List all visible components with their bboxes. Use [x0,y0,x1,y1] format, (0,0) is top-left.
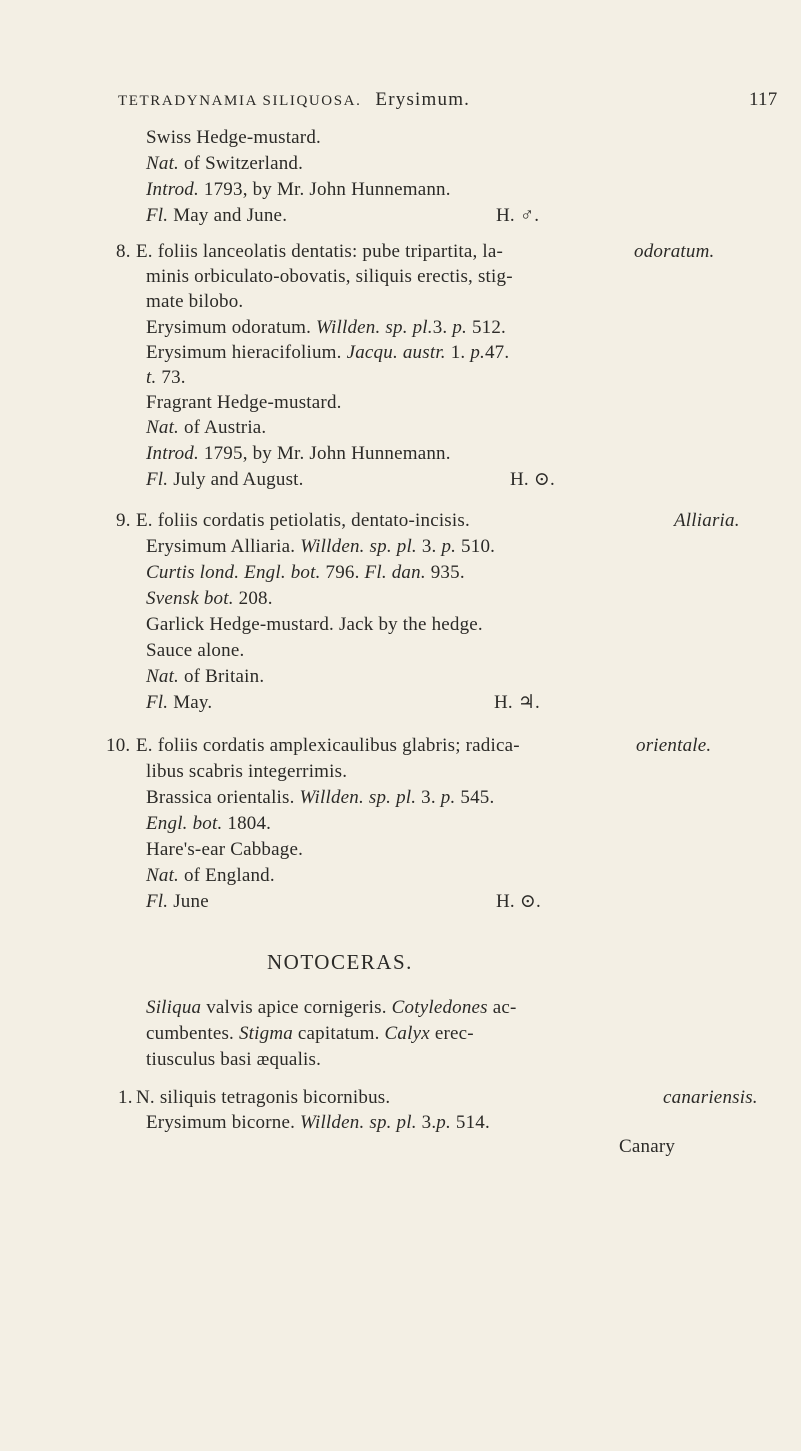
running-title: TETRADYNAMIA SILIQUOSA. [118,93,362,109]
introduced-line: Introd. 1793, by Mr. John Hunnemann. [146,179,451,200]
citation-line: Svensk bot. 208. [146,588,273,609]
native-line: Nat. of Britain. [146,666,265,687]
common-name: Garlick Hedge-mustard. Jack by the hedge. [146,614,483,635]
common-name: Fragrant Hedge-mustard. [146,392,342,413]
native-line: Nat. of Austria. [146,417,267,438]
genus-description-line: Siliqua valvis apice cornigeris. Cotyledones ac- [146,997,517,1018]
entry-number: 9. [116,510,131,531]
page-number: 117 [749,89,778,110]
species-epithet: odoratum. [634,241,715,262]
diagnosis-line: libus scabris integerrimis. [146,761,348,782]
species-epithet: canariensis. [663,1087,758,1108]
diagnosis-line: mate bilobo. [146,291,244,312]
citation-line: Erysimum odoratum. Willden. sp. pl.3. p. 512. [146,317,506,338]
flowering-line: Fl. May and June. [146,205,288,226]
species-epithet: Alliaria. [674,510,740,531]
entry-number: 8. [116,241,131,262]
citation-line: Curtis lond. Engl. bot. 796. Fl. dan. 935. [146,562,465,583]
citation-line: Erysimum bicorne. Willden. sp. pl. 3.p. 514. [146,1112,490,1133]
running-header [118,89,470,112]
native-line: Nat. of England. [146,865,275,886]
diagnosis-line: E. foliis cordatis amplexicaulibus glabris; radica- [136,735,520,756]
flowering-line: Fl. July and August. [146,469,304,490]
entry-number: 10. [106,735,131,756]
genus-description-line: cumbentes. Stigma capitatum. Calyx erec- [146,1023,474,1044]
genus-description-line: tiusculus basi æqualis. [146,1049,322,1070]
diagnosis-line: N. siliquis tetragonis bicornibus. [136,1087,391,1108]
species-epithet: orientale. [636,735,712,756]
citation-line: Engl. bot. 1804. [146,813,272,834]
common-name: Swiss Hedge-mustard. [146,127,321,148]
common-name: Sauce alone. [146,640,245,661]
citation-line: Brassica orientalis. Willden. sp. pl. 3. p. 545. [146,787,495,808]
citation-line: Erysimum Alliaria. Willden. sp. pl. 3. p. 510. [146,536,496,557]
introduced-line: Introd. 1795, by Mr. John Hunnemann. [146,443,451,464]
catchword: Canary [619,1136,676,1157]
entry-number: 1. [118,1087,133,1108]
flowering-line: Fl. June [146,891,209,912]
citation-line: Erysimum hieracifolium. Jacqu. austr. 1. p.47. [146,342,510,363]
header-genus: Erysimum. [375,89,471,110]
diagnosis-line: E. foliis lanceolatis dentatis: pube tripartita, la- [136,241,504,262]
habit-symbol: H. ♃. [494,692,541,713]
habit-symbol: H. ⊙. [510,469,555,490]
habit-symbol: H. ♂. [496,205,540,226]
native-line: Nat. of Switzerland. [146,153,304,174]
diagnosis-line: E. foliis cordatis petiolatis, dentato-incisis. [136,510,470,531]
habit-symbol: H. ⊙. [496,891,541,912]
flowering-line: Fl. May. [146,692,213,713]
diagnosis-line: minis orbiculato-obovatis, siliquis erectis, stig- [146,266,513,287]
common-name: Hare's-ear Cabbage. [146,839,304,860]
genus-heading: NOTOCERAS. [267,950,413,974]
citation-line: t. 73. [146,367,186,388]
